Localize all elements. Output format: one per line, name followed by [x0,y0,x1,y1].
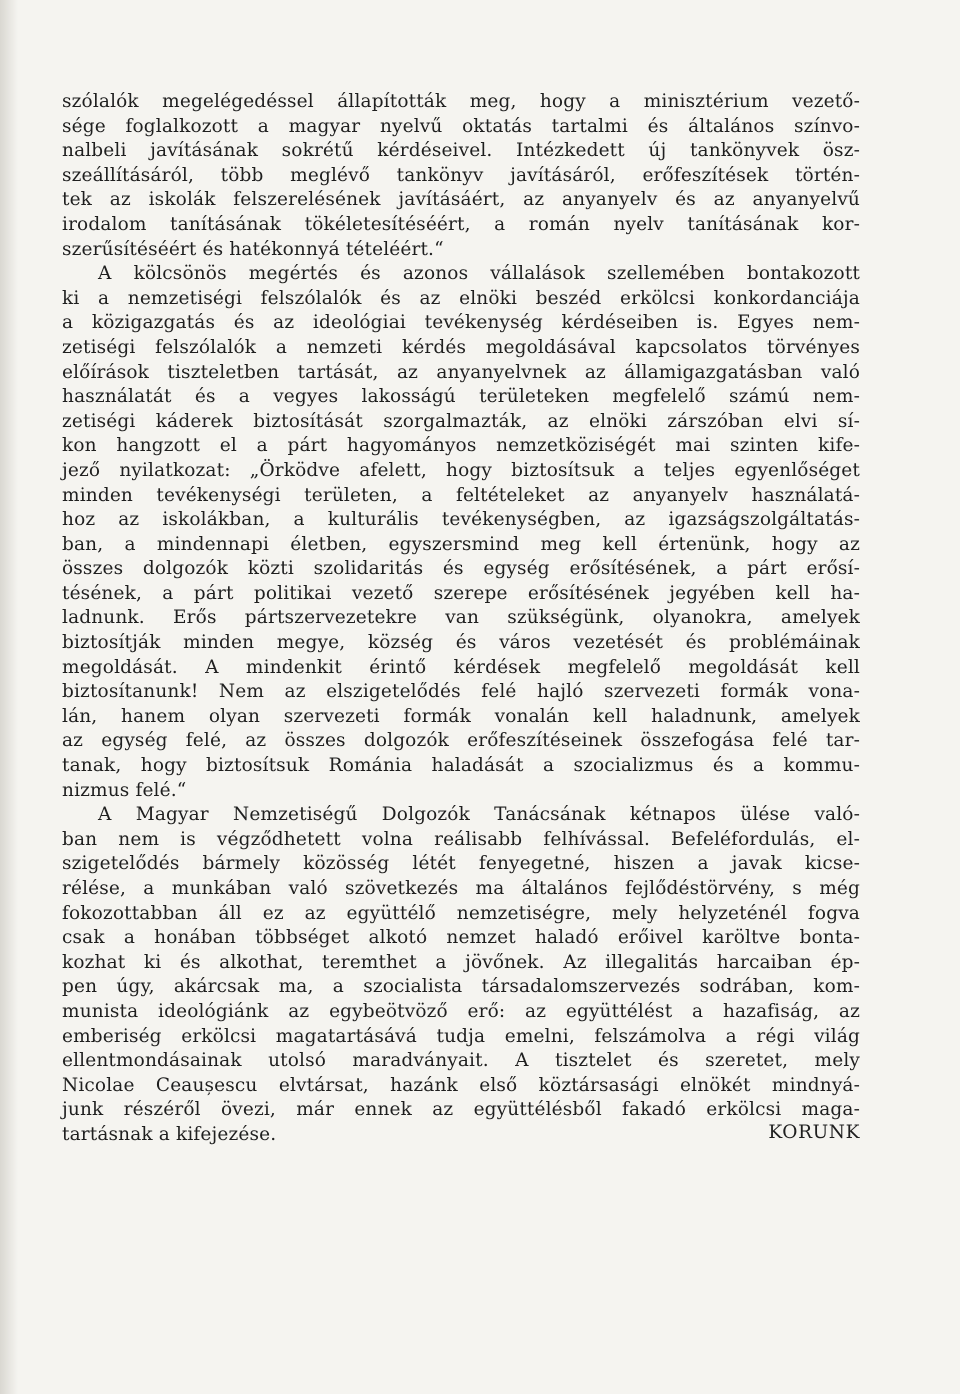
page-edge-shadow [0,0,18,1394]
signature: KORUNK [768,1122,860,1143]
text-line: zetiségi káderek biztosítását szorgalmazták, az elnöki zárszóban elvi sí- [62,410,860,432]
text-line: jező nyilatkozat: „Örködve afelett, hogy biztosítsuk a teljes egyenlőséget [62,459,860,481]
text-line: tésének, a párt politikai vezető szerepe erősítésének jegyében kell ha- [62,582,860,604]
text-line: junk részéről övezi, már ennek az együttélésből fakadó erkölcsi maga- [62,1099,860,1121]
text-line: az egység felé, az összes dolgozók erőfeszítéseinek összefogása felé tar- [62,730,860,752]
text-line: zetiségi felszólalók a nemzeti kérdés megoldásával kapcsolatos törvényes [62,336,860,358]
text-line: A kölcsönös megértés és azonos vállalások szellemében bontakozott [98,263,860,285]
text-line: pen úgy, akárcsak ma, a szocialista társadalomszervezés sodrában, kom- [62,976,860,998]
text-line: tek az iskolák felszerelésének javításáért, az anyanyelv és az anyanyelvű [62,189,860,211]
text-line: emberiség erkölcsi magatartásává tudja emelni, felszámolva a régi világ [62,1025,860,1047]
text-line: biztosítanunk! Nem az elszigetelődés felé hajló szervezeti formák vona- [62,681,860,703]
text-line: munista ideológiánk az egybeötvöző erő: az együttélést a hazafiság, az [62,1000,860,1022]
text-line: megoldását. A mindenkit érintő kérdések megfelelő megoldását kell [62,656,860,678]
body-text [62,90,860,1148]
text-line: szigetelődés bármely közösség létét fenyegetné, hiszen a javak kicse- [62,853,860,875]
text-line: tanak, hogy biztosítsuk Románia haladását a szocializmus és a kommu- [62,755,860,777]
text-line: biztosítják minden megye, község és város vezetését és problémáinak [62,632,860,654]
text-line: összes dolgozók közti szolidaritás és egység erősítésének, a párt erősí- [62,558,860,580]
text-line: tartásnak a kifejezése. [62,1123,277,1145]
text-line: ladnunk. Erős pártszervezetekre van szükségünk, olyanokra, amelyek [62,607,860,629]
text-line: ellentmondásainak utolsó maradványait. A tisztelet és szeretet, mely [62,1050,860,1072]
text-line: használatát és a vegyes lakosságú területeken megfelelő számú nem- [62,386,860,408]
text-line: Nicolae Ceaușescu elvtársat, hazánk első köztársasági elnökét mindnyá- [62,1074,860,1096]
text-line: fokozottabban áll ez az együttélő nemzetiségre, mely helyzeténél fogva [62,902,860,924]
text-line: lán, hanem olyan szervezeti formák vonalán kell haladnunk, amelyek [62,705,860,727]
text-line: a közigazgatás és az ideológiai tevékenység kérdéseiben is. Egyes nem- [62,312,860,334]
text-line: kon hangzott el a párt hagyományos nemzetköziségét mai szinten kife- [62,435,860,457]
text-line: szólalók megelégedéssel állapították meg, hogy a minisztérium vezető- [62,91,860,112]
text-line: szerűsítéséért és hatékonnyá tételéért.“ [62,238,444,260]
text-line: előírások tiszteletben tartását, az anyanyelvnek az államigazgatásban való [62,361,860,383]
text-line: ban, a mindennapi életben, egyszersmind meg kell értenünk, hogy az [62,533,860,555]
text-line: szeállításáról, több meglévő tankönyv javításáról, erőfeszítések történ- [62,164,860,186]
text-line: ki a nemzetiségi felszólalók és az elnöki beszéd erkölcsi konkordanciája [62,287,860,309]
text-line: irodalom tanításának tökéletesítéséért, a román nyelv tanításának kor- [62,213,860,235]
text-line: sége foglalkozott a magyar nyelvű oktatás tartalmi és általános színvo- [62,115,860,137]
text-line: A Magyar Nemzetiségű Dolgozók Tanácsának kétnapos ülése való- [98,804,860,826]
text-line: minden tevékenységi területen, a feltételeket az anyanyelv használatá- [62,484,860,506]
text-line: hoz az iskolákban, a kulturális tevékenységben, az igazságszolgáltatás- [62,509,860,531]
text-line: csak a honában többséget alkotó nemzet haladó erőivel karöltve bonta- [62,927,860,949]
text-line: ban nem is végződhetett volna reálisabb felhívással. Befeléfordulás, el- [62,828,860,850]
text-line: nizmus felé.“ [62,779,187,801]
text-line: nalbeli javításának sokrétű kérdéseivel. Intézkedett új tankönyvek ösz- [62,140,860,162]
text-line: kozhat ki és alkothat, teremthet a jövőnek. Az illegalitás harcaiban ép- [62,951,860,973]
text-line: rélése, a munkában való szövetkezés ma általános fejlődéstörvény, s még [62,878,860,899]
